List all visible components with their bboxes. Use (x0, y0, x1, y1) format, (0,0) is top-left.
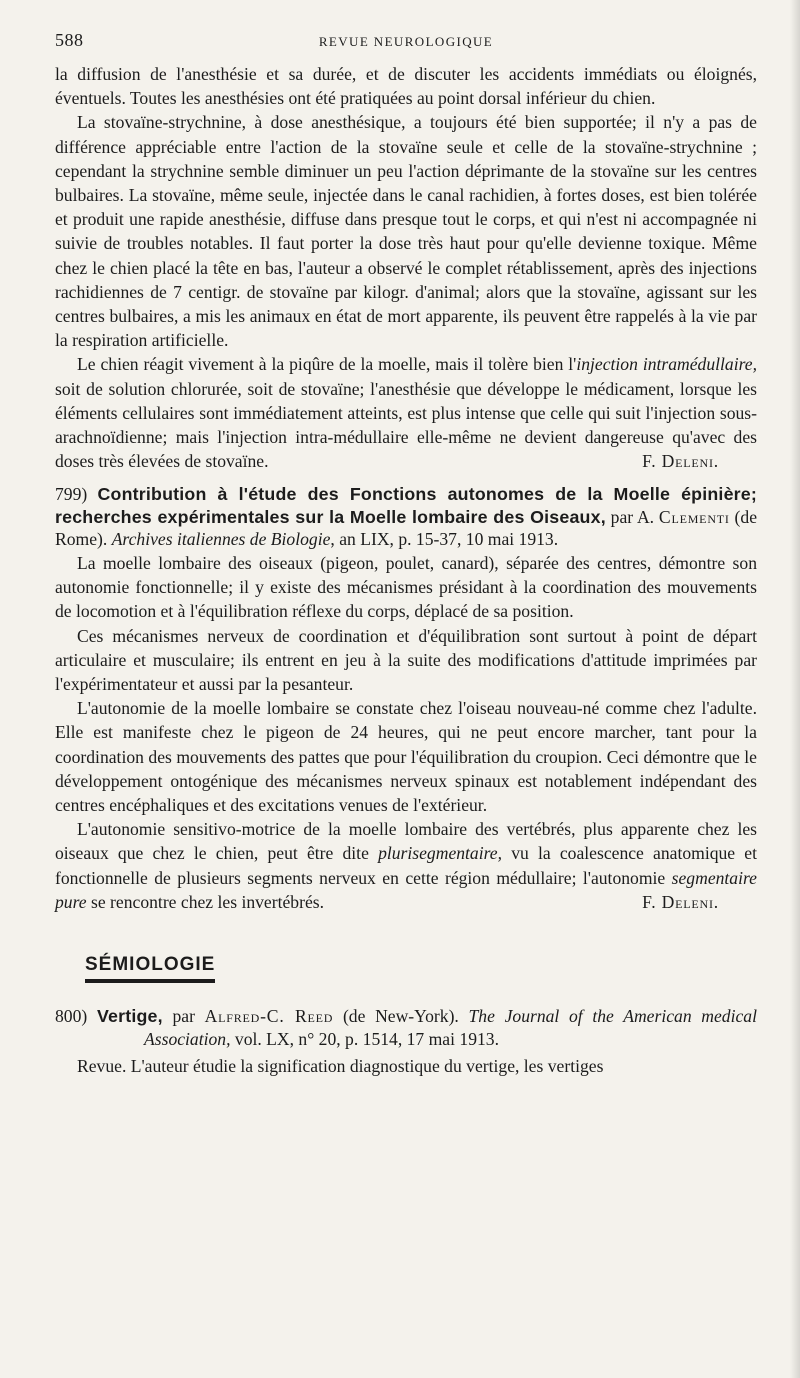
journal-title: REVUE NEUROLOGIQUE (318, 34, 494, 49)
signature: F. Deleni. (642, 891, 719, 912)
paragraph: La moelle lombaire des oiseaux (pigeon, poulet, canard), séparée des centres, démontre son autonomie fonctionnelle; il y existe des mécanismes présidant à la coordination des mouvements de locomotion et à l'équilibration réflexe du corps, déplacé de sa position. (55, 552, 757, 622)
article-journal: The Journal of the American medical Association, (144, 1006, 757, 1049)
article-heading: 800) Vertige, par Alfred-C. Reed (de New-York). The Journal of the American medical Association, vol. LX, n° 20, p. 1514, 17 mai 1913. (55, 1006, 757, 1049)
italic-term: segmentaire pure (55, 867, 757, 912)
article-800 (55, 1005, 757, 1078)
article-journal: Archives italiennes de Biologie (111, 529, 331, 550)
previous-article-continuation (55, 62, 757, 473)
paragraph-text: soit de solution chlorurée, soit de stovaïne; l'anesthésie que développe le médicament, lorsque les éléments cellulaires sont immédiatement atteints, est plus intense que celle qui suit l'injection sous-arachnoïdienne; mais l'injection intra-médullaire elle-même ne devient dangereuse qu'avec des doses très élevées de stovaïne. (55, 378, 757, 472)
scan-shadow (790, 0, 800, 1378)
book-page (55, 28, 757, 1078)
paragraph: L'autonomie sensitivo-motrice de la moelle lombaire des vertébrés, plus apparente chez les oiseaux que chez le chien, peut être dite plurisegmentaire, vu la coalescence anatomique et fonctionnelle de plusieurs segments nerveux en cette région médullaire; l'autonomie segmentaire pure se rencontre chez les invertébrés. (55, 819, 757, 912)
article-citation: , an LIX, p. 15-37, 10 mai 1913. (330, 529, 559, 550)
article-title: Vertige, (96, 1006, 163, 1027)
signature: F. Deleni. (642, 451, 719, 472)
article-citation: vol. LX, n° 20, p. 1514, 17 mai 1913. (230, 1028, 499, 1049)
italic-term: plurisegmentaire, (378, 843, 503, 864)
article-author: Clementi (658, 506, 730, 527)
paragraph-text: Le chien réagit vivement à la piqûre de la moelle, mais il tolère bien l' (77, 354, 577, 375)
page-number: 588 (55, 30, 84, 50)
article-title: Contribution à l'étude des Fonctions autonomes de la Moelle épinière; recherches expérimentales sur la Moelle lombaire des Oiseaux, (55, 484, 757, 527)
article-author: Alfred-C. Reed (204, 1006, 334, 1027)
running-header (55, 28, 757, 62)
section-heading (85, 954, 215, 983)
article-heading: 799) Contribution à l'étude des Fonctions autonomes de la Moelle épinière; recherches expérimentales sur la Moelle lombaire des Oiseaux, par A. Clementi (de Rome). Archives italiennes de Biologie, an LIX, p. 15-37, 10 mai 1913. (55, 484, 758, 550)
paragraph: la diffusion de l'anesthésie et sa durée, et de discuter les accidents immédiats ou éloignés, éventuels. Toutes les anesthésies ont été pratiquées au point dorsal inférieur du chien. (55, 64, 757, 109)
section-title: SÉMIOLOGIE (85, 954, 215, 983)
paragraph: L'autonomie de la moelle lombaire se constate chez l'oiseau nouveau-né comme chez l'adulte. Elle est manifeste chez le pigeon de 24 heures, qui ne peut encore marcher, tant pour la coordination des mouvements des pattes que pour l'équilibration du croupion. Ceci démontre que le développement ontogénique des mécanismes nerveux spinaux est notablement indépendant des centres encéphaliques et des excitations venues de l'extérieur. (55, 698, 757, 815)
article-number: 799) (55, 484, 88, 505)
paragraph: Revue. L'auteur étudie la signification diagnostique du vertige, les vertiges (77, 1056, 604, 1077)
article-number: 800) (55, 1006, 88, 1027)
article-799 (55, 483, 757, 914)
paragraph: Ces mécanismes nerveux de coordination et d'équilibration sont surtout à point de départ articulaire et musculaire; ils entrent en jeu à la suite des modifications d'attitude imprimées par l'expérimentateur et aussi par la pesanteur. (55, 625, 757, 694)
paragraph: La stovaïne-strychnine, à dose anesthésique, a toujours été bien supportée; il n'y a pas de différence appréciable entre l'action de la stovaïne seule et celle de la stovaïne-strychnine ; cependant la strychnine semble diminuer un peu l'action déprimante de la stovaïne sur les centres bulbaires. La stovaïne, même seule, injectée dans le canal rachidien, à fortes doses, est bien tolérée et produit une rapide anesthésie, diffuse dans presque tout le corps, et qui n'est ni accompagnée ni suivie de troubles notables. Il faut porter la dose très haut pour qu'elle devienne toxique. Même chez le chien placé la tête en bas, l'auteur a observé le complet rétablissement, après des injections rachidiennes de 7 centigr. de stovaïne par kilogr. d'animal; alors que la stovaïne, agissant sur les centres bulbaires, a mis les animaux en état de mort apparente, ils peuvent être rappelés à la vie par la respiration artificielle. (55, 112, 757, 351)
italic-term: injection intramédullaire, (576, 354, 758, 375)
